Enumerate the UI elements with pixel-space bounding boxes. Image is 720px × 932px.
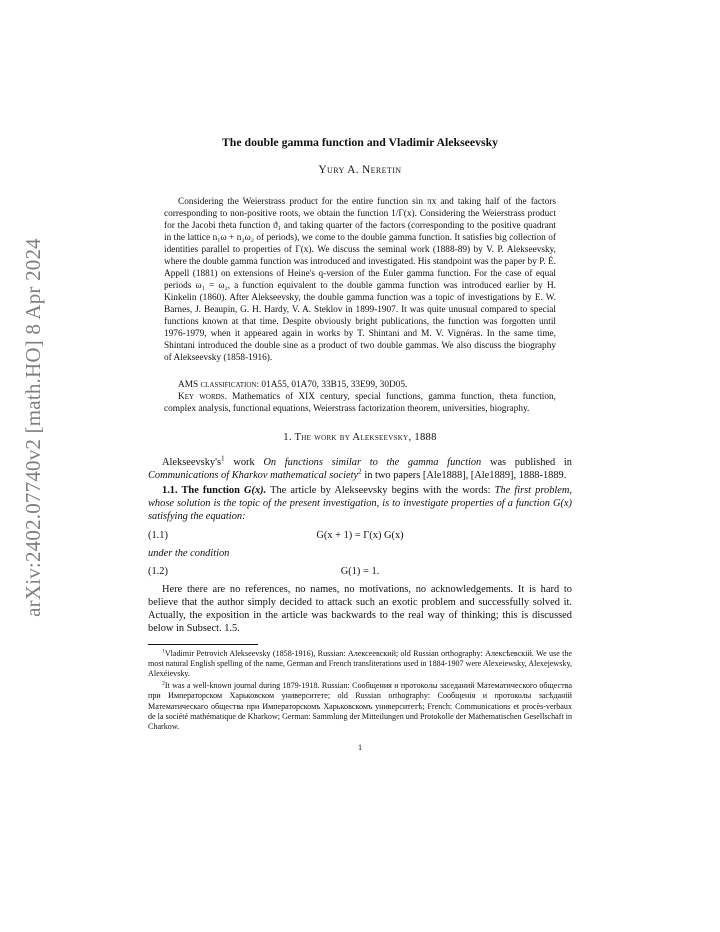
footnote-ref[interactable]: 2 <box>358 467 362 476</box>
footnote-text: Vladimir Petrovich Alekseevsky (1858-1916), Russian: Алексеевский; old Russian orthography: Алексѣевскій. We use the most natural English spelling of the name, German and French transliterations used in 1884-1907 were Alexeiewsky, Alexejewsky, Alexéievsky. <box>148 648 572 679</box>
subsection-math: G(x). <box>244 485 267 497</box>
text-run: in two papers [Ale1888], [Ale1889], 1888-1889. <box>361 469 567 481</box>
footnotes <box>148 644 572 733</box>
paper-author: Yury A. Neretin <box>318 164 402 177</box>
text-run: was published in <box>481 456 572 468</box>
page-number: 1 <box>357 743 363 753</box>
intro-paragraph <box>148 456 572 482</box>
paper-metadata <box>164 379 556 415</box>
keywords-label: Key words. <box>178 392 227 403</box>
ams-label: AMS classification: <box>178 380 260 391</box>
equation-number: (1.2) <box>148 565 168 577</box>
arxiv-identifier: arXiv:2402.07740v2 [math.HO] 8 Apr 2024 <box>20 237 45 617</box>
footnote-ref[interactable]: 1 <box>221 454 225 463</box>
arxiv-side-stamp <box>18 212 48 642</box>
condition-text: under the condition <box>148 547 230 559</box>
paper-title: The double gamma function and Vladimir Alekseevsky <box>221 135 499 149</box>
journal-name: Communications of Kharkov mathematical society <box>148 469 359 481</box>
equation-body: G(x + 1) = Γ(x) G(x) <box>316 529 404 541</box>
paper-page <box>148 136 572 754</box>
ams-classification <box>164 379 556 391</box>
equation-number: (1.1) <box>148 529 168 541</box>
footnote-1 <box>148 649 572 680</box>
keywords-value: Mathematics of XIX century, special functions, gamma function, theta function, complex analysis, functional equations, Weierstrass factorization theorem, universities, biography. <box>164 392 556 415</box>
quote: The first problem, whose solution is the topic of the present investigation, is to investigate properties of a function G(x) satisfying the equation: <box>148 485 573 523</box>
equation-1-1 <box>148 527 572 544</box>
subsection-paragraph <box>148 484 572 524</box>
text-run: The article by Alekseevsky begins with the words: <box>266 485 495 497</box>
footnote-2 <box>148 681 572 732</box>
equation-1-2 <box>148 563 572 580</box>
abstract: Considering the Weierstrass product for the entire function sin πx and taking half of the factors corresponding to non-positive roots, we obtain the function 1/Γ(x). Considering the Weierstrass product for the Jacobi theta function ϑ₁ and taking quarter of the factors (corresponding to the positive quadrant in the lattice n₁ω + n₂ω₂ of periods), we come to the double gamma function. It satisfies big collection of identities parallel to properties of Γ(x). We discuss the seminal work (1888-89) by V. P. Alekseevsky, where the double gamma function was introduced and investigated. His standpoint was the paper by P. É. Appell (1881) on extensions of Heine's q-version of the Euler gamma function. For the case of equal periods ω₁ = ω₂, a function equivalent to the double gamma function was introduced earlier by H. Kinkelin (1860). After Alekseevsky, the double gamma function was a topic of investigations by E. W. Barnes, J. Beaupin, G. H. Hardy, V. A. Steklov in 1899-1907. It was quite unusual compared to special functions known at that time. Despite obviously bright publications, the function was forgotten until 1976-1979, when it appeared again in works by T. Shintani and M. V. Vignéras. In the same time, Shintani introduced the double sine as a product of two double gammas. We also discuss the biography of Alekseevsky (1858-1916). <box>164 197 556 364</box>
keywords <box>164 391 556 415</box>
text-run: Alekseevsky's <box>162 456 222 468</box>
equation-body: G(1) = 1. <box>340 565 380 577</box>
work-title: On functions similar to the gamma function <box>263 456 482 468</box>
footnote-mark: 2 <box>162 680 165 687</box>
body-paragraph: Here there are no references, no names, no motivations, no acknowledgements. It is hard to believe that the author simply decided to attack such an exotic problem and successfully solved it. Actually, the exposition in the article was backwards to the real way of thinking; this is discussed below in Subsect. 1.5. <box>148 583 572 635</box>
footnote-text: It was a well-known journal during 1879-1918. Russian: Сообщения и протоколы заседаний Математического общества при Императорском Харьковском университете; old Russian orthography: Сообщенія и протоколы засѣданій Математическаго общества при Императорскомъ Харьковскомъ университетѣ; French: Communications et procès-verbaux de la société mathématique de Kharkow; German: Sammlung der Mitteilungen und Protokolle der Mathematischen Gesellschaft in Charkow. <box>148 681 572 732</box>
section-heading: 1. The work by Alekseevsky, 1888 <box>283 432 437 444</box>
footnote-rule <box>148 644 258 645</box>
ams-value: 01A55, 01A70, 33B15, 33E99, 30D05. <box>261 380 408 391</box>
subsection-heading: 1.1. The function <box>162 485 244 497</box>
footnote-mark: 1 <box>162 647 165 654</box>
text-run: work <box>224 456 264 468</box>
